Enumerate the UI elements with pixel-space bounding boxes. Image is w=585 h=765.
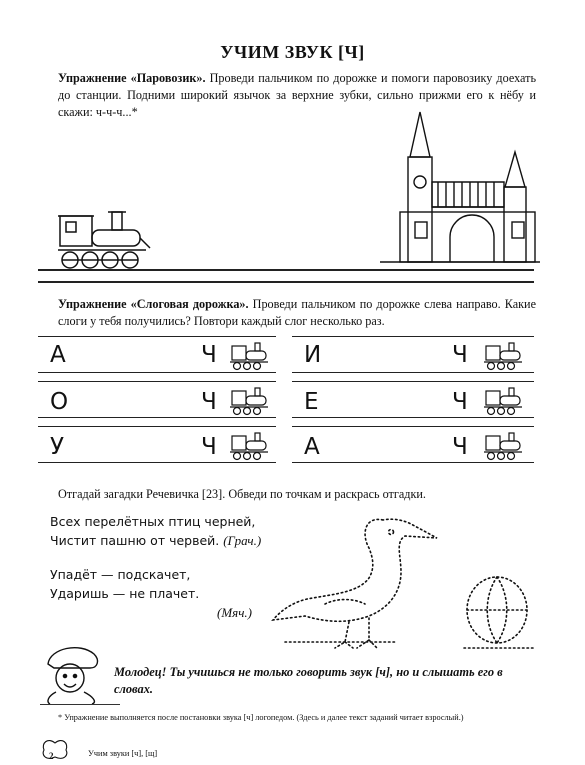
syllable-track <box>292 426 534 466</box>
butterfly-icon <box>40 739 70 761</box>
track-line-bottom <box>38 281 534 283</box>
exercise-1-text: Проведи пальчиком по дорожке и помоги паровозику доехать до станции. Подними широкий язычок за верхние зубки, сильно прижми его к нёбу и скажи: ч-ч-ч...* <box>58 71 537 119</box>
dotted-ball-icon <box>464 576 534 658</box>
exercise-2-text: Проведи пальчиком по дорожке слева направо. Какие слоги у тебя получились? Повтори каждый слог несколько раз. <box>58 297 536 328</box>
riddle-answer: (Грач.) <box>223 533 262 548</box>
riddle-ball <box>50 565 270 622</box>
consonant-letter: Ч <box>201 434 217 460</box>
page-title: УЧИМ ЗВУК [Ч] <box>220 42 365 62</box>
riddle-line: Упадёт — подскачет, <box>50 567 191 582</box>
syllable-track <box>38 381 276 421</box>
riddle-line: Чистит пашню от червей. (Грач.) <box>50 533 262 548</box>
vowel-letter: И <box>304 342 322 368</box>
riddle-line <box>50 603 270 622</box>
riddle-answer: (Мяч.) <box>217 605 252 620</box>
syllable-track <box>38 336 276 376</box>
riddles-heading-tail: . Обведи по точкам и раскрась отгадки. <box>222 487 426 501</box>
consonant-letter: Ч <box>452 389 468 415</box>
syllable-track <box>292 336 534 376</box>
small-train-icon <box>484 385 524 415</box>
consonant-letter: Ч <box>452 342 468 368</box>
riddles-heading <box>58 486 536 503</box>
train-icon <box>58 208 154 274</box>
syllable-track <box>292 381 534 421</box>
exercise-2-name: Упражнение «Слоговая дорожка». <box>58 297 249 311</box>
vowel-letter: О <box>50 389 69 415</box>
small-train-icon <box>230 340 270 370</box>
mascot-icon <box>40 642 108 704</box>
syllable-tracks-right <box>292 336 534 466</box>
footnote: * Упражнение выполняется после постановки звука [ч] логопедом. (Здесь и далее текст заданий читает взрослый.) <box>58 713 464 722</box>
vowel-letter: А <box>50 342 66 368</box>
exercise-2-instructions <box>58 296 536 330</box>
footnote-divider <box>40 704 120 705</box>
small-train-icon <box>230 430 270 460</box>
exercise-1-name: Упражнение «Паровозик». <box>58 71 206 85</box>
riddle-line: Всех перелётных птиц черней, <box>50 514 256 529</box>
riddles-heading-lead: Отгадай загадки Речевичка <box>58 487 199 501</box>
vowel-letter: Е <box>304 389 319 415</box>
riddle-rook <box>50 512 300 550</box>
syllable-tracks-left <box>38 336 276 466</box>
riddles-heading-ref: [23] <box>201 487 223 501</box>
running-title: Учим звуки [ч], [щ] <box>88 749 158 758</box>
vowel-letter: А <box>304 434 320 460</box>
vowel-letter: У <box>50 434 65 460</box>
consonant-letter: Ч <box>201 342 217 368</box>
riddle-line: Ударишь — не плачет. <box>50 586 200 601</box>
syllable-track <box>38 426 276 466</box>
station-icon <box>380 112 530 270</box>
small-train-icon <box>484 340 524 370</box>
dotted-rook-icon <box>265 512 445 660</box>
praise-message: Молодец! Ты учишься не только говорить звук [ч], но и слышать его в словах. <box>114 665 503 696</box>
consonant-letter: Ч <box>452 434 468 460</box>
consonant-letter: Ч <box>201 389 217 415</box>
small-train-icon <box>484 430 524 460</box>
page-number: 2 <box>49 751 54 761</box>
small-train-icon <box>230 385 270 415</box>
